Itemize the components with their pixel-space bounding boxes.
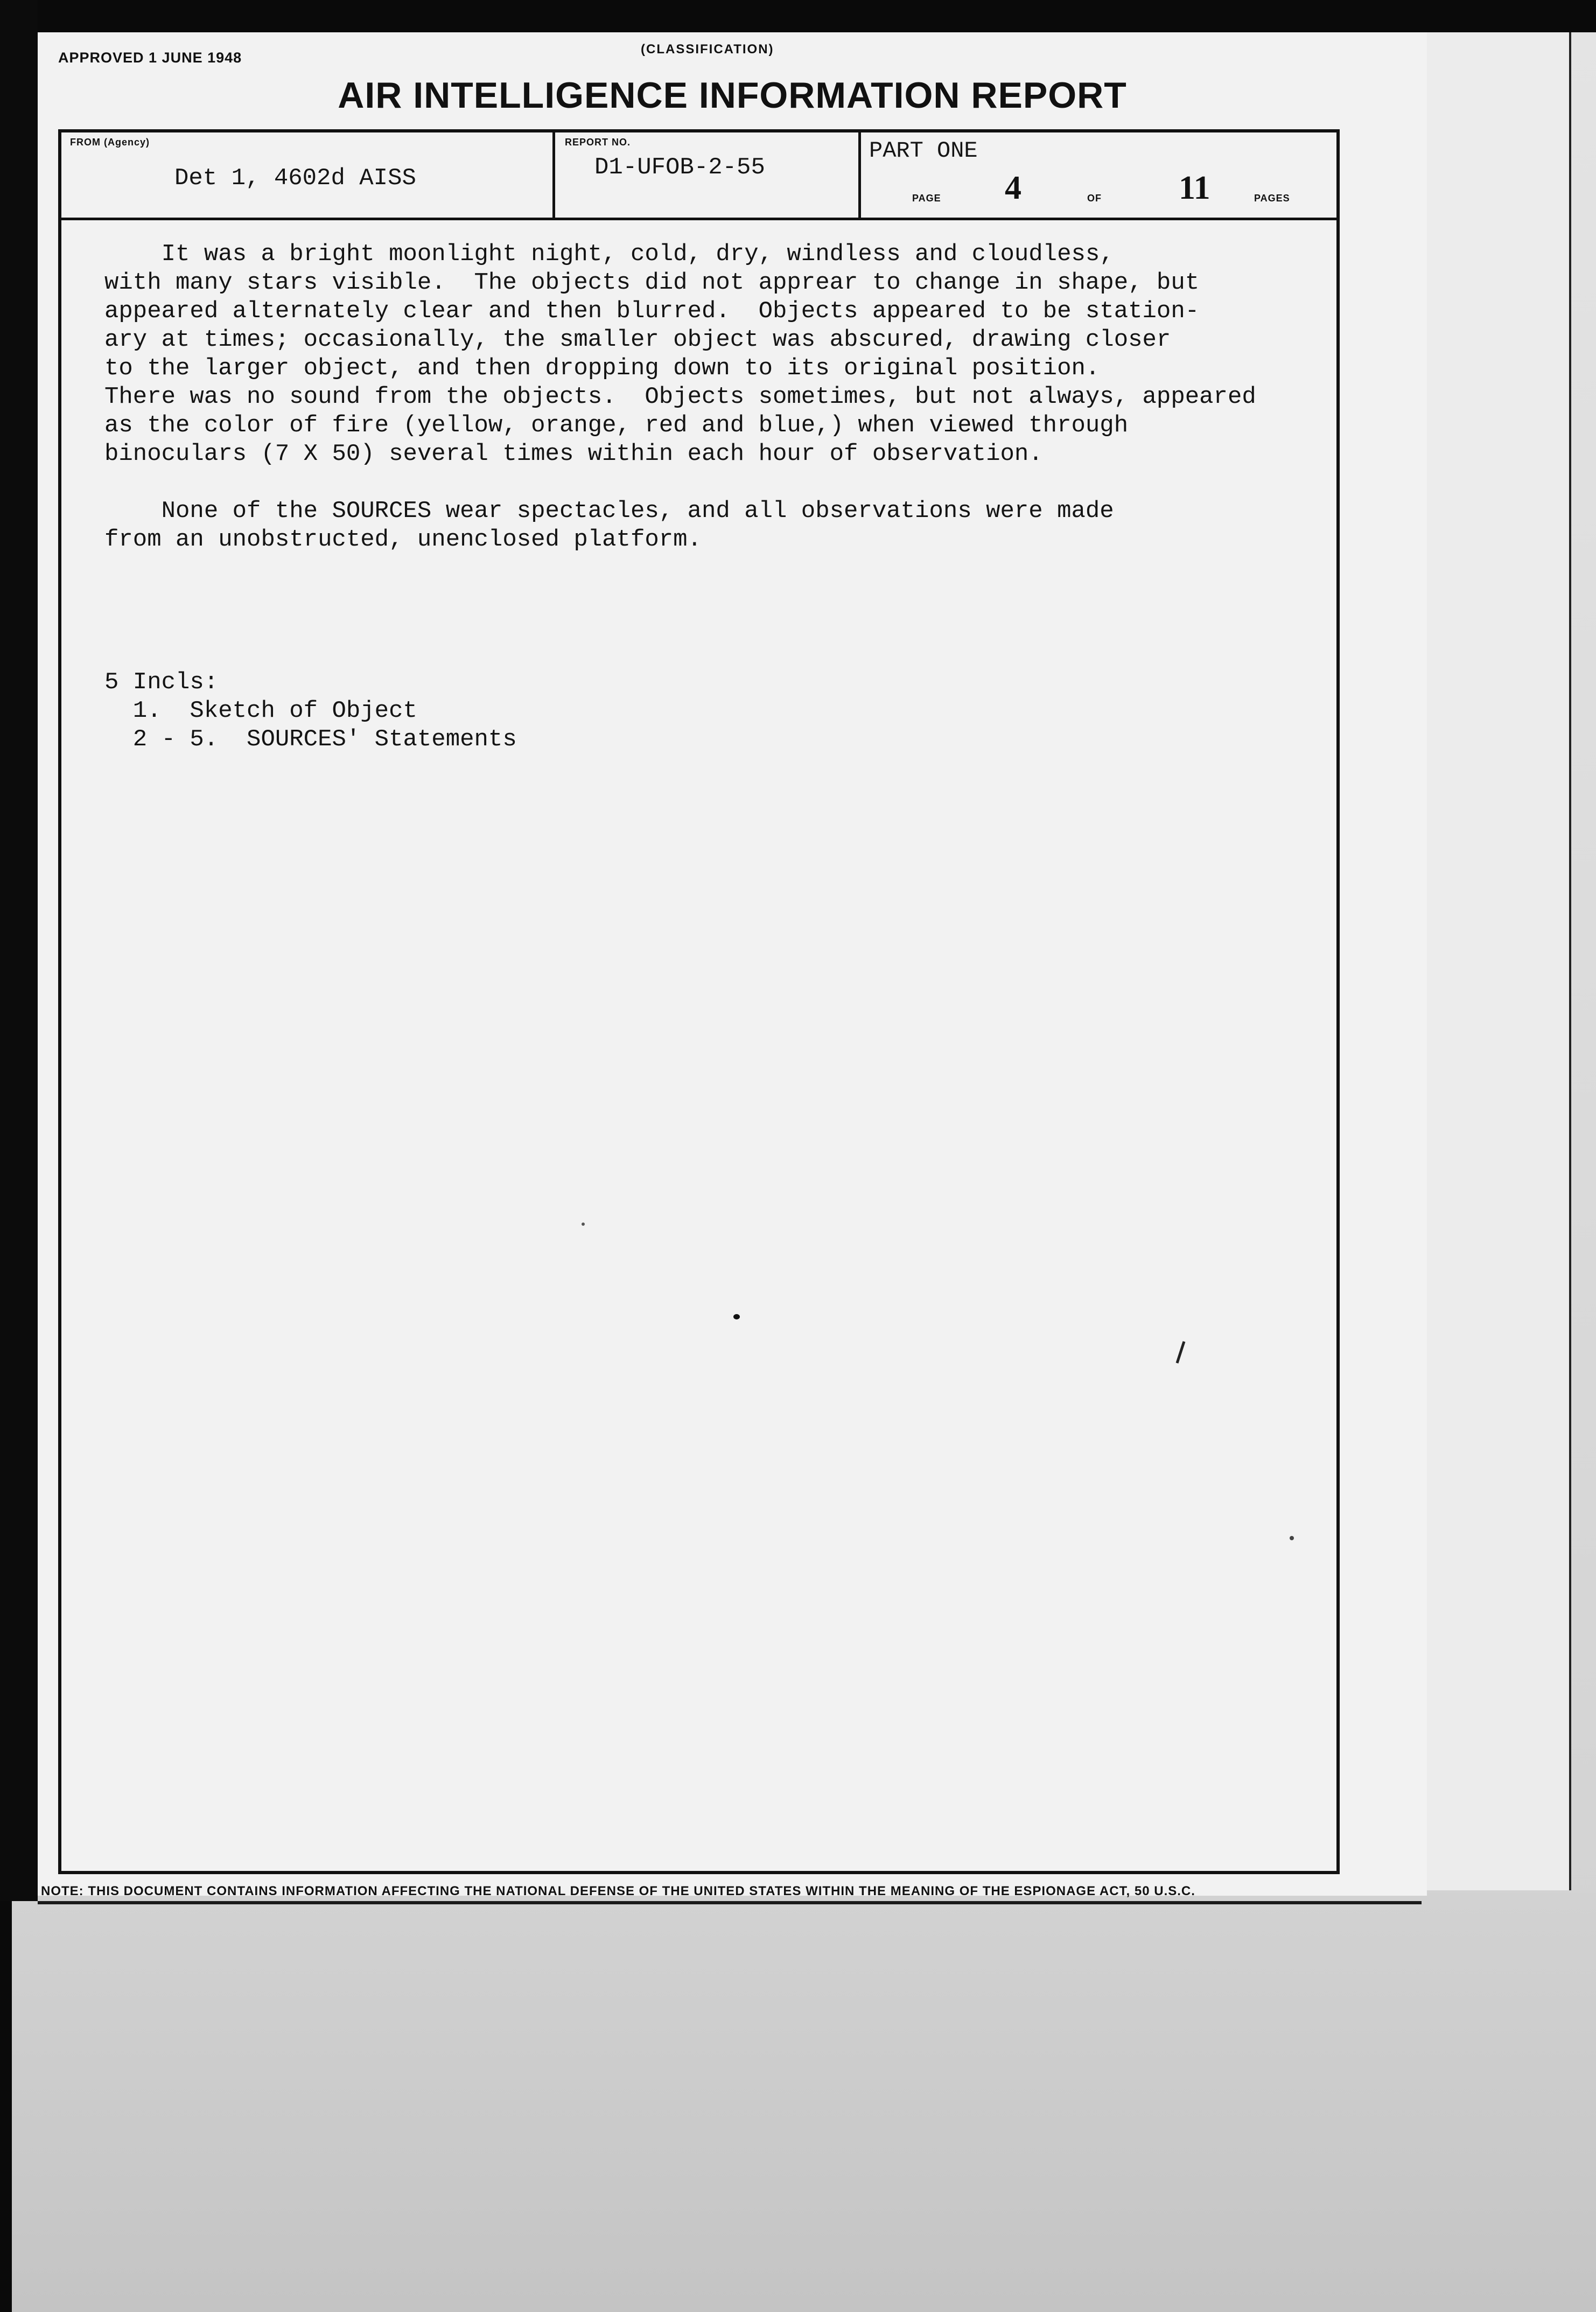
body-line: with many stars visible. The objects did not apprear to change in shape, but bbox=[104, 269, 1200, 296]
from-value: Det 1, 4602d AISS bbox=[174, 165, 416, 192]
from-label: FROM (Agency) bbox=[70, 137, 150, 148]
header-divider bbox=[552, 132, 555, 218]
body-line: It was a bright moonlight night, cold, dry, windless and cloudless, bbox=[104, 241, 1114, 268]
report-form bbox=[58, 129, 1340, 1874]
scan-speck bbox=[733, 1314, 740, 1319]
report-no-value: D1-UFOB-2-55 bbox=[594, 154, 765, 181]
report-no-label: REPORT NO. bbox=[565, 137, 631, 148]
scan-speck bbox=[1290, 1536, 1294, 1540]
body-line: ary at times; occasionally, the smaller object was abscured, drawing closer bbox=[104, 326, 1171, 353]
of-label: OF bbox=[1087, 193, 1102, 204]
underlying-page-edge bbox=[1422, 22, 1571, 1890]
total-pages: 11 bbox=[1179, 170, 1210, 206]
body-line: appeared alternately clear and then blurred. Objects appeared to be station- bbox=[104, 298, 1200, 325]
scan-left-border bbox=[0, 0, 38, 1901]
header-divider bbox=[858, 132, 861, 218]
espionage-note: NOTE: THIS DOCUMENT CONTAINS INFORMATION AFFECTING THE NATIONAL DEFENSE OF THE UNITED STATES WITHIN THE MEANING OF THE ESPIONAGE ACT, 50 U.S.C. bbox=[41, 1884, 1195, 1898]
body-line: 5 Incls: bbox=[104, 669, 219, 696]
body-line: None of the SOURCES wear spectacles, and all observations were made bbox=[104, 498, 1114, 525]
body-line: 2 - 5. SOURCES' Statements bbox=[104, 726, 517, 753]
classification-label: (CLASSIFICATION) bbox=[641, 42, 774, 57]
page-number: 4 bbox=[1005, 170, 1021, 206]
page-label: PAGE bbox=[912, 193, 941, 204]
body-line: There was no sound from the objects. Objects sometimes, but not always, appeared bbox=[104, 383, 1256, 410]
part-value: PART ONE bbox=[869, 138, 978, 164]
footer-rule bbox=[38, 1901, 1422, 1904]
body-line: from an unobstructed, unenclosed platform. bbox=[104, 526, 702, 553]
scan-lower-band bbox=[12, 1893, 1596, 2312]
approval-note: APPROVED 1 JUNE 1948 bbox=[58, 50, 242, 66]
scan-speck bbox=[582, 1223, 585, 1226]
body-line: 1. Sketch of Object bbox=[104, 697, 417, 724]
scan-top-border bbox=[0, 0, 1596, 32]
body-line: binoculars (7 X 50) several times within each hour of observation. bbox=[104, 441, 1043, 467]
pages-label: PAGES bbox=[1254, 193, 1290, 204]
report-header-row bbox=[61, 132, 1336, 220]
body-line: as the color of fire (yellow, orange, red and blue,) when viewed through bbox=[104, 412, 1129, 439]
body-line: to the larger object, and then dropping down to its original position. bbox=[104, 355, 1100, 382]
report-body bbox=[104, 240, 1321, 754]
report-title: AIR INTELLIGENCE INFORMATION REPORT bbox=[338, 75, 1127, 116]
